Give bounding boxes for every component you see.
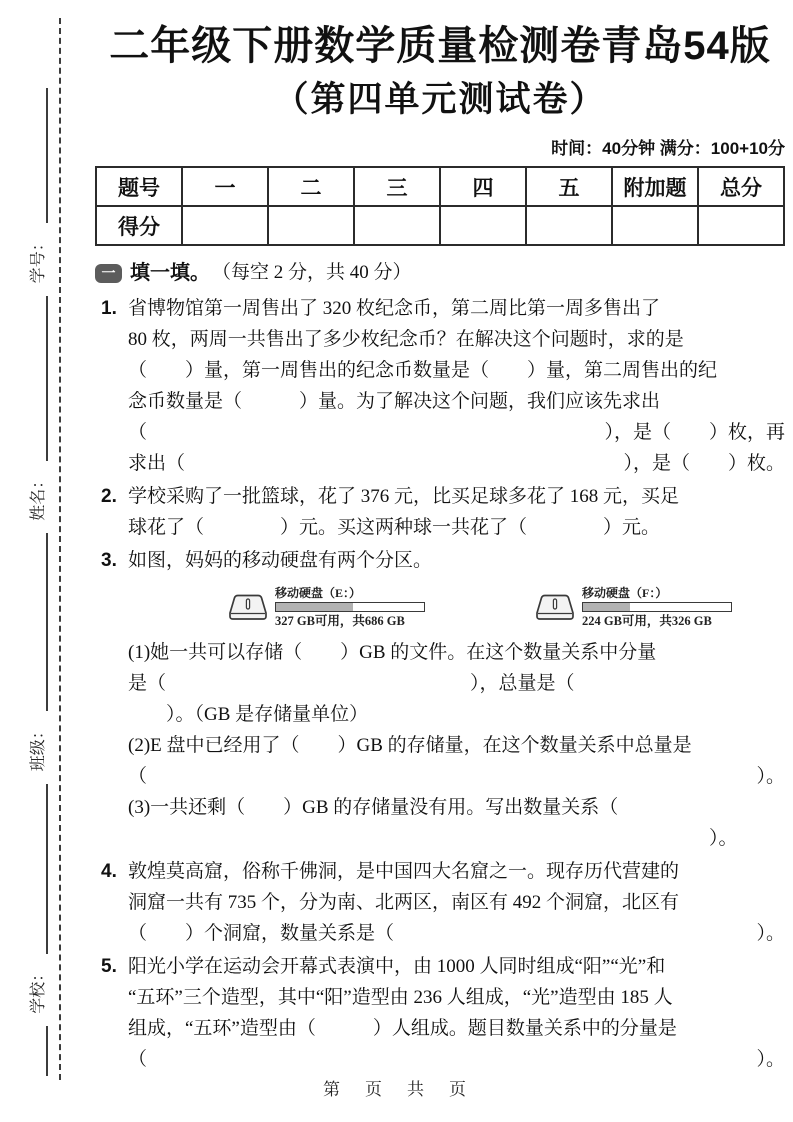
question-number: 1.: [101, 298, 117, 319]
question-number: 5.: [101, 956, 117, 977]
question-line: 学校采购了一批篮球，花了 376 元，比买足球多花了 168 元，买足: [128, 486, 680, 507]
score-col-header: 四: [440, 167, 526, 206]
question-line: 80 枚，两周一共售出了多少枚纪念币？在解决这个问题时，求的是: [128, 329, 684, 350]
question-line: 阳光小学在运动会开幕式表演中，由 1000 人同时组成“阳”“光”和: [128, 956, 666, 977]
question-line: [128, 761, 785, 792]
question: [95, 481, 785, 543]
score-col-header: 三: [354, 167, 440, 206]
question-line-left: （: [128, 1049, 148, 1070]
question-line-right: ），是（ ）枚，再: [604, 422, 785, 443]
question-line: 如图，妈妈的移动硬盘有两个分区。: [128, 550, 433, 571]
score-col-header: 一: [182, 167, 268, 206]
question: [95, 293, 785, 479]
question-line-right: ），是（ ）枚。: [623, 453, 785, 474]
drive-label: 移动硬盘（F：）: [582, 585, 668, 600]
score-col-header: 总分: [698, 167, 784, 206]
drive-usage-bar: [275, 602, 425, 612]
question: [95, 545, 785, 854]
question-line: 是（ ），总量是（: [128, 673, 575, 694]
drive-usage-bar-fill: [276, 603, 353, 611]
student-field-label: 姓名：: [30, 472, 47, 521]
paper-content: [95, 14, 785, 1077]
question-line: [128, 448, 785, 479]
drive-info: [275, 586, 425, 629]
question-line: （ ）量，第一周售出的纪念币数量是（ ）量，第二周售出的纪: [128, 360, 718, 381]
score-cell-empty: [268, 206, 354, 245]
question-line-left: （ ）个洞窟，数量关系是（: [128, 923, 395, 944]
question-line-right: ）。: [756, 923, 785, 944]
section-title: 填一填。: [130, 262, 210, 284]
student-info-sidebar: [2, 88, 48, 1076]
question-line-right: ）。: [756, 1049, 785, 1070]
score-col-header: 附加题: [612, 167, 698, 206]
question-number: 3.: [101, 550, 117, 571]
drive-usage-text: 327 GB可用，共686 GB: [275, 613, 405, 628]
student-field-label: 学号：: [30, 235, 47, 284]
score-table-score-row: [96, 206, 784, 245]
question-line: 省博物馆第一周售出了 320 枚纪念币，第二周比第一周多售出了: [128, 298, 661, 319]
question-line-left: 求出（: [128, 453, 186, 474]
question-line: (1)她一共可以存储（ ）GB 的文件。在这个数量关系中分量: [128, 642, 657, 663]
score-cell-empty: [612, 206, 698, 245]
student-field-line: [42, 88, 48, 223]
question: [95, 856, 785, 949]
drive-usage-text: 224 GB可用，共326 GB: [582, 613, 712, 628]
question-line: ）。（GB 是存储量单位）: [128, 704, 369, 725]
page-footer: 第 页 共 页: [323, 1080, 470, 1099]
question-list: [95, 293, 785, 1075]
external-drive-icon: [228, 593, 268, 621]
left-dashed-margin-line: [59, 18, 61, 1080]
score-cell-empty: [698, 206, 784, 245]
question-line: 洞窟一共有 735 个，分为南、北两区，南区有 492 个洞窟，北区有: [128, 892, 680, 913]
section-number-badge: 一: [95, 264, 122, 283]
drive-usage-bar-fill: [583, 603, 630, 611]
student-field-line: [42, 533, 48, 711]
question-line-left: （: [128, 422, 148, 443]
question-line: 球花了（ ）元。买这两种球一共花了（ ）元。: [128, 517, 661, 538]
question-line: (3)一共还剩（ ）GB 的存储量没有用。写出数量关系（: [128, 797, 619, 818]
score-table-corner-label: 题号: [96, 167, 182, 206]
score-table: [95, 166, 785, 246]
student-field-label: 班级：: [30, 723, 47, 772]
student-field-line: [42, 784, 48, 954]
drive-info: [582, 586, 732, 629]
page-title: 二年级下册数学质量检测卷青岛54版: [109, 24, 771, 68]
drive-usage-bar: [582, 602, 732, 612]
score-col-header: 五: [526, 167, 612, 206]
score-table-header-row: [96, 167, 784, 206]
question-line: (2)E 盘中已经用了（ ）GB 的存储量，在这个数量关系中总量是: [128, 735, 692, 756]
score-cell-empty: [440, 206, 526, 245]
score-cell-empty: [354, 206, 440, 245]
drive-figure: [535, 583, 732, 631]
question-line-left: （: [128, 766, 148, 787]
section-score-note: （每空 2 分，共 40 分）: [212, 262, 412, 283]
question-line: “五环”三个造型，其中“阳”造型由 236 人组成，“光”造型由 185 人: [128, 987, 673, 1008]
score-cell-empty: [526, 206, 612, 245]
question-line: [128, 1044, 785, 1075]
question: [95, 951, 785, 1075]
drive-figures-row: [228, 583, 785, 631]
question-line: [128, 918, 785, 949]
student-field-label: 学校：: [30, 965, 47, 1014]
question-line-right: ）。: [756, 766, 785, 787]
exam-time-score-info: 时间：40分钟 满分：100+10分: [551, 139, 785, 158]
student-field-line: [42, 296, 48, 461]
score-cell-empty: [182, 206, 268, 245]
student-field-line: [42, 1026, 48, 1076]
question-line-right: ）。: [708, 828, 785, 849]
score-col-header: 二: [268, 167, 354, 206]
question-line: 念币数量是（ ）量。为了解决这个问题，我们应该先求出: [128, 391, 661, 412]
question-line: 敦煌莫高窟，俗称千佛洞，是中国四大名窟之一。现存历代营建的: [128, 861, 680, 882]
question-line: [128, 823, 785, 854]
page-subtitle: （第四单元测试卷）: [273, 80, 607, 119]
question-number: 4.: [101, 861, 117, 882]
drive-figure: [228, 583, 425, 631]
drive-label: 移动硬盘（E：）: [275, 585, 362, 600]
question-number: 2.: [101, 486, 117, 507]
question-line: 组成，“五环”造型由（ ）人组成。题目数量关系中的分量是: [128, 1018, 677, 1039]
external-drive-icon: [535, 593, 575, 621]
question-line: [128, 417, 785, 448]
section-one-heading: [95, 258, 785, 288]
score-row-label: 得分: [96, 206, 182, 245]
